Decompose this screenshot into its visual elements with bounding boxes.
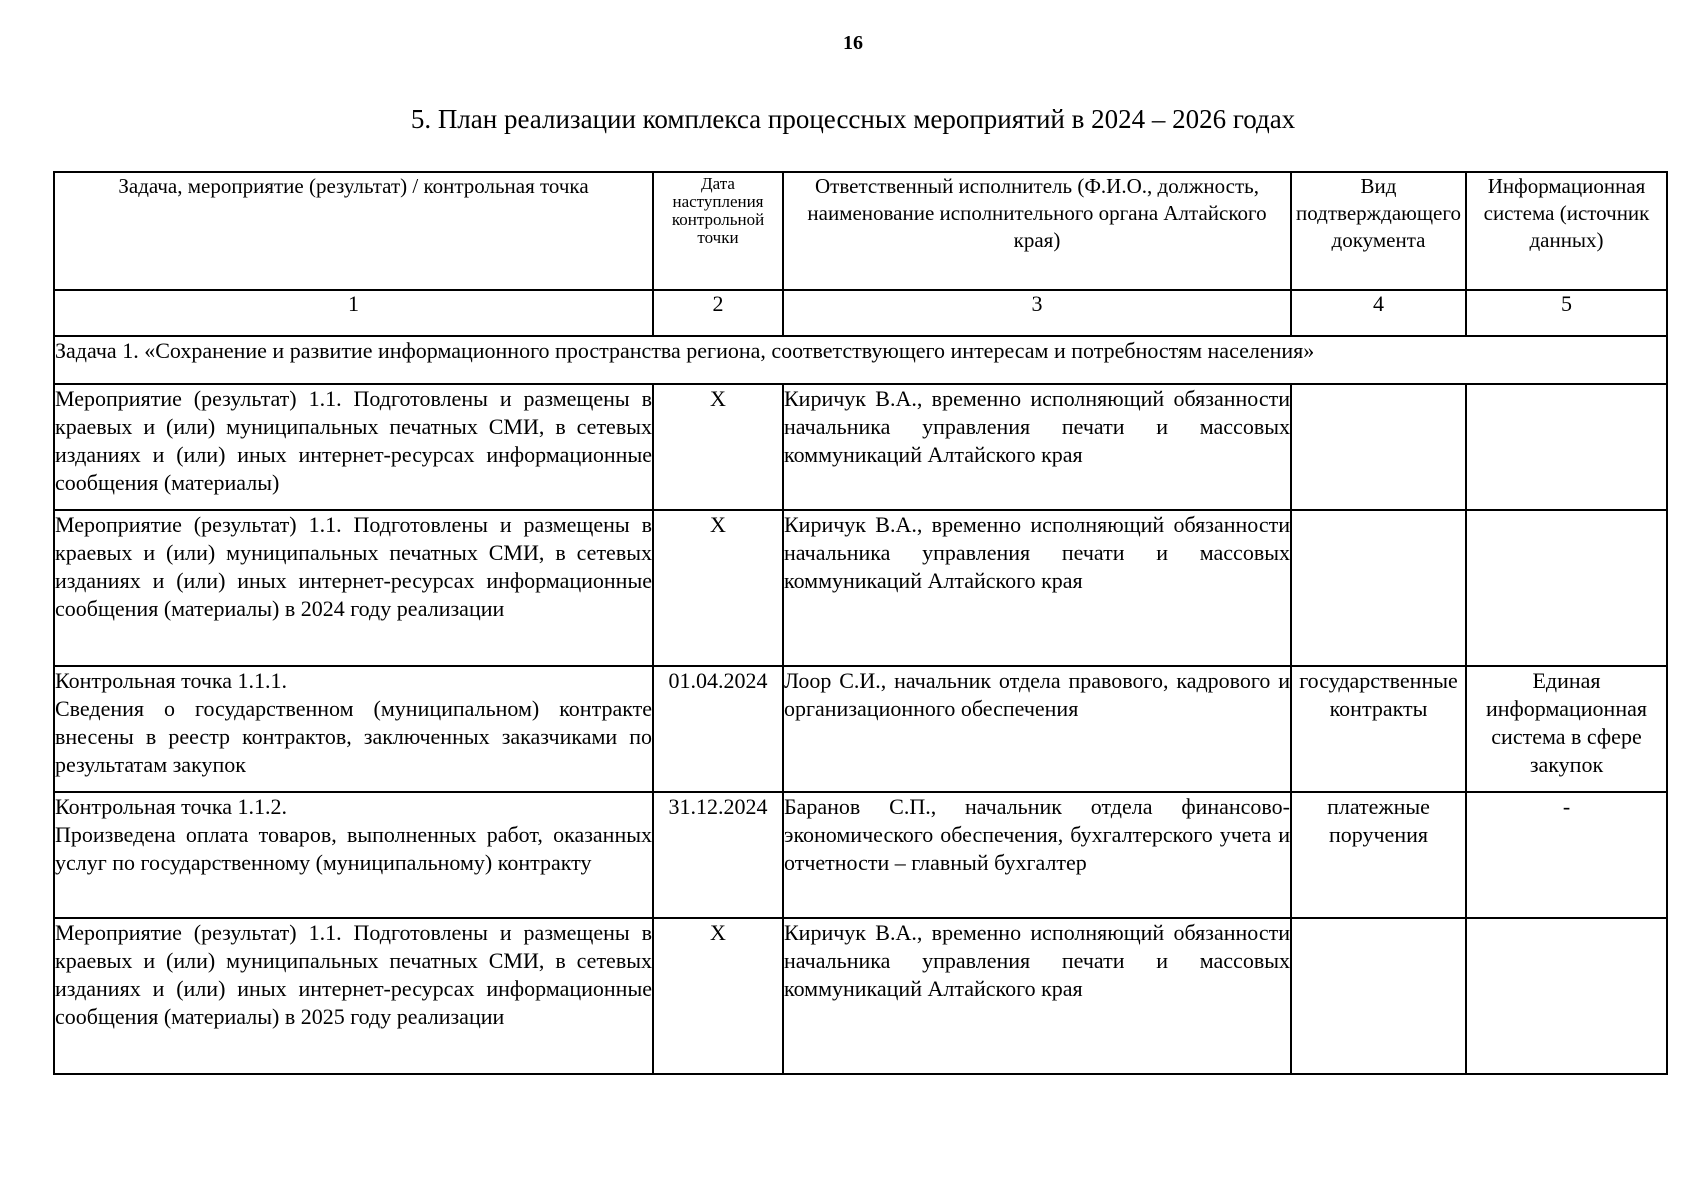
- document-cell: государственные контракты: [1291, 666, 1466, 792]
- system-cell: Единая информационная система в сфере закупок: [1466, 666, 1667, 792]
- date-cell: 31.12.2024: [653, 792, 783, 918]
- header-document-label: Вид подтверждающего документа: [1296, 174, 1461, 252]
- system-cell: [1466, 510, 1667, 666]
- checkpoint-cell: [54, 792, 653, 918]
- column-number-row: [54, 290, 1667, 336]
- document-cell: [1291, 918, 1466, 1074]
- system-cell: -: [1466, 792, 1667, 918]
- date-cell: X: [653, 510, 783, 666]
- task-cell: Задача 1. «Сохранение и развитие информационного пространства региона, соответствующего интересам и потребностям населения»: [54, 336, 1667, 384]
- header-date-label: Дата наступления контрольной точки: [671, 174, 765, 247]
- responsible-cell: Лоор С.И., начальник отдела правового, кадрового и организационного обеспечения: [783, 666, 1291, 792]
- date-cell: X: [653, 918, 783, 1074]
- responsible-cell: Киричук В.А., временно исполняющий обязанности начальника управления печати и массовых коммуникаций Алтайского края: [783, 918, 1291, 1074]
- measure-cell: Мероприятие (результат) 1.1. Подготовлены и размещены в краевых и (или) муниципальных печатных СМИ, в сетевых изданиях и (или) иных интернет-ресурсах информационные сообщения (материалы) в 2024 году реализации: [54, 510, 653, 666]
- table-row: [54, 384, 1667, 510]
- task-row: [54, 336, 1667, 384]
- column-number: 4: [1291, 290, 1466, 336]
- table-row: [54, 792, 1667, 918]
- measure-cell: Мероприятие (результат) 1.1. Подготовлены и размещены в краевых и (или) муниципальных печатных СМИ, в сетевых изданиях и (или) иных интернет-ресурсах информационные сообщения (материалы) в 2025 году реализации: [54, 918, 653, 1074]
- responsible-cell: Киричук В.А., временно исполняющий обязанности начальника управления печати и массовых коммуникаций Алтайского края: [783, 384, 1291, 510]
- responsible-cell: Баранов С.П., начальник отдела финансово-экономического обеспечения, бухгалтерского учета и отчетности – главный бухгалтер: [783, 792, 1291, 918]
- header-row: [54, 172, 1667, 290]
- plan-table: [53, 171, 1668, 1075]
- document-title: 5. План реализации комплекса процессных мероприятий в 2024 – 2026 годах: [410, 104, 1296, 134]
- header-responsible-label: Ответственный исполнитель (Ф.И.О., должность, наименование исполнительного органа Алтайского края): [807, 174, 1267, 252]
- document-cell: [1291, 384, 1466, 510]
- table-row: [54, 918, 1667, 1074]
- column-number: 1: [54, 290, 653, 336]
- system-cell: [1466, 918, 1667, 1074]
- checkpoint-text: Сведения о государственном (муниципальном) контракте внесены в реестр контрактов, заключенных заказчиками по результатам закупок: [55, 696, 652, 777]
- header-document: [1291, 172, 1466, 290]
- header-date: [653, 172, 783, 290]
- column-number: 2: [653, 290, 783, 336]
- header-responsible: [783, 172, 1291, 290]
- checkpoint-cell: [54, 666, 653, 792]
- page-number: 16: [843, 32, 863, 54]
- column-number: 3: [783, 290, 1291, 336]
- table-row: [54, 510, 1667, 666]
- date-cell: 01.04.2024: [653, 666, 783, 792]
- checkpoint-title: Контрольная точка 1.1.1.: [55, 668, 288, 693]
- header-system-label: Информационная система (источник данных): [1483, 174, 1650, 252]
- table-row: [54, 666, 1667, 792]
- column-number: 5: [1466, 290, 1667, 336]
- date-cell: X: [653, 384, 783, 510]
- document-cell: [1291, 510, 1466, 666]
- document-cell: платежные поручения: [1291, 792, 1466, 918]
- checkpoint-text: Произведена оплата товаров, выполненных работ, оказанных услуг по государственному (муниципальному) контракту: [55, 822, 652, 875]
- system-cell: [1466, 384, 1667, 510]
- header-system: [1466, 172, 1667, 290]
- measure-cell: Мероприятие (результат) 1.1. Подготовлены и размещены в краевых и (или) муниципальных печатных СМИ, в сетевых изданиях и (или) иных интернет-ресурсах информационные сообщения (материалы): [54, 384, 653, 510]
- header-task-label: Задача, мероприятие (результат) / контрольная точка: [118, 174, 589, 198]
- header-task: [54, 172, 653, 290]
- checkpoint-title: Контрольная точка 1.1.2.: [55, 794, 288, 819]
- responsible-cell: Киричук В.А., временно исполняющий обязанности начальника управления печати и массовых коммуникаций Алтайского края: [783, 510, 1291, 666]
